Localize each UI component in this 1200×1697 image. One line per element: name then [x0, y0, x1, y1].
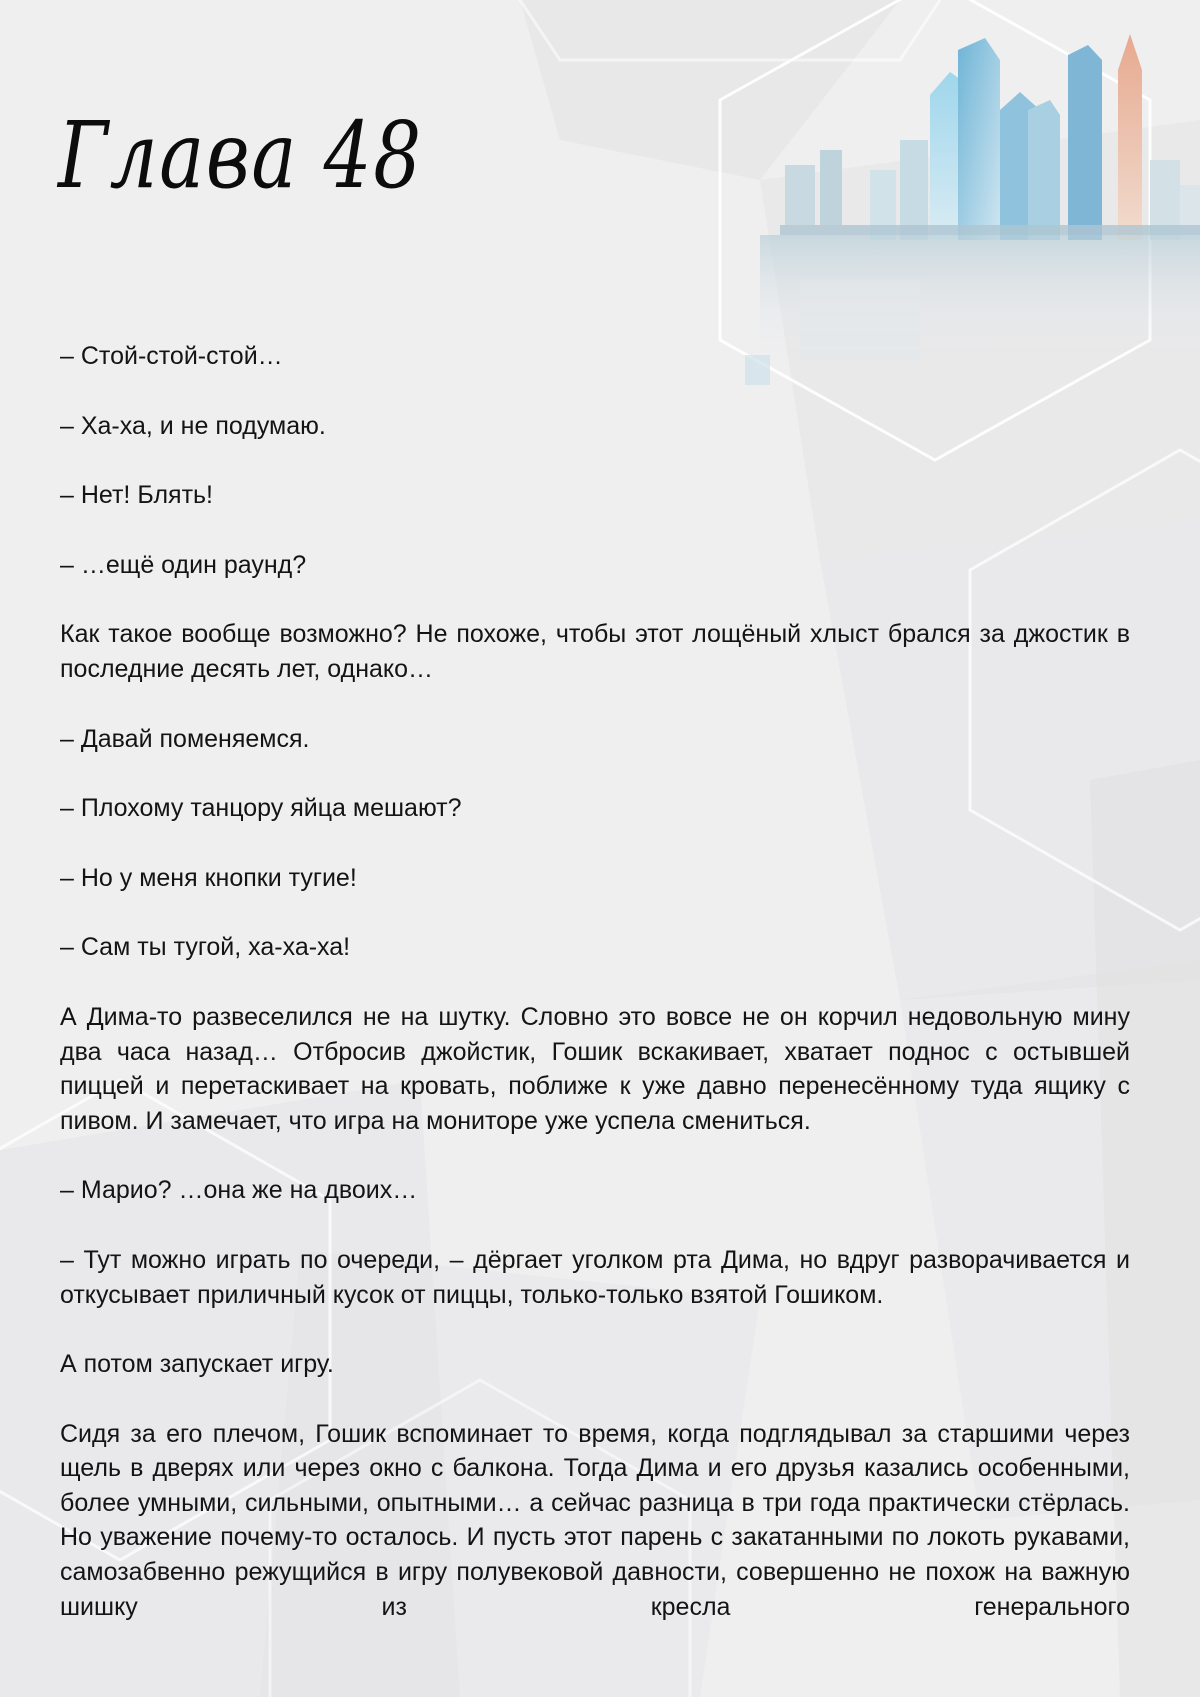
chapter-body — [60, 339, 1130, 1659]
paragraph: – Марио? …она же на двоих… — [60, 1176, 418, 1205]
paragraph: – Но у меня кнопки тугие! — [60, 863, 357, 892]
paragraph: – Плохому танцору яйца мешают? — [60, 794, 462, 823]
paragraph: Как такое вообще возможно? Не похоже, чтобы этот лощёный хлыст брался за джостик в последние десять лет, однако… — [60, 620, 1130, 683]
paragraph: – Сам ты тугой, ха-ха-ха! — [60, 933, 351, 962]
paragraph: А Дима-то развеселился не на шутку. Словно это вовсе не он корчил недовольную мину два часа назад… Отбросив джойстик, Гошик вскакивает, хватает поднос с остывшей пиццей и перетаскивает на кровать, поближе к уже давно перенесённому туда ящику с пивом. И замечает, что игра на мониторе уже успела смениться. — [60, 1002, 1130, 1135]
paragraph: – Стой-стой-стой… — [60, 342, 283, 370]
paragraph: А потом запускает игру. — [60, 1350, 334, 1379]
paragraph: – Тут можно играть по очереди, – дёргает уголком рта Дима, но вдруг разворачивается и откусывает приличный кусок от пиццы, только-только взятой Гошиком. — [60, 1245, 1130, 1309]
chapter-title: Глава 48 — [58, 102, 423, 209]
paragraph: – Ха-ха, и не подумаю. — [60, 411, 326, 440]
paragraph: – …ещё один раунд? — [60, 550, 307, 579]
paragraph: – Нет! Блять! — [60, 481, 213, 510]
paragraph: – Давай поменяемся. — [60, 724, 310, 753]
paragraph: Сидя за его плечом, Гошик вспоминает то время, когда подглядывал за старшими через щель в дверях или через окно с балкона. Тогда Дима и его друзья казались особенными, более умными, сильными, опытными… а сейчас разница в три года практически стёрлась. Но уважение почему-то осталось. И пусть этот парень с закатанными по локоть рукавами, самозабвенно режущийся в игру полувековой давности, совершенно не похож на важную шишку из кресла генерального — [60, 1419, 1130, 1621]
